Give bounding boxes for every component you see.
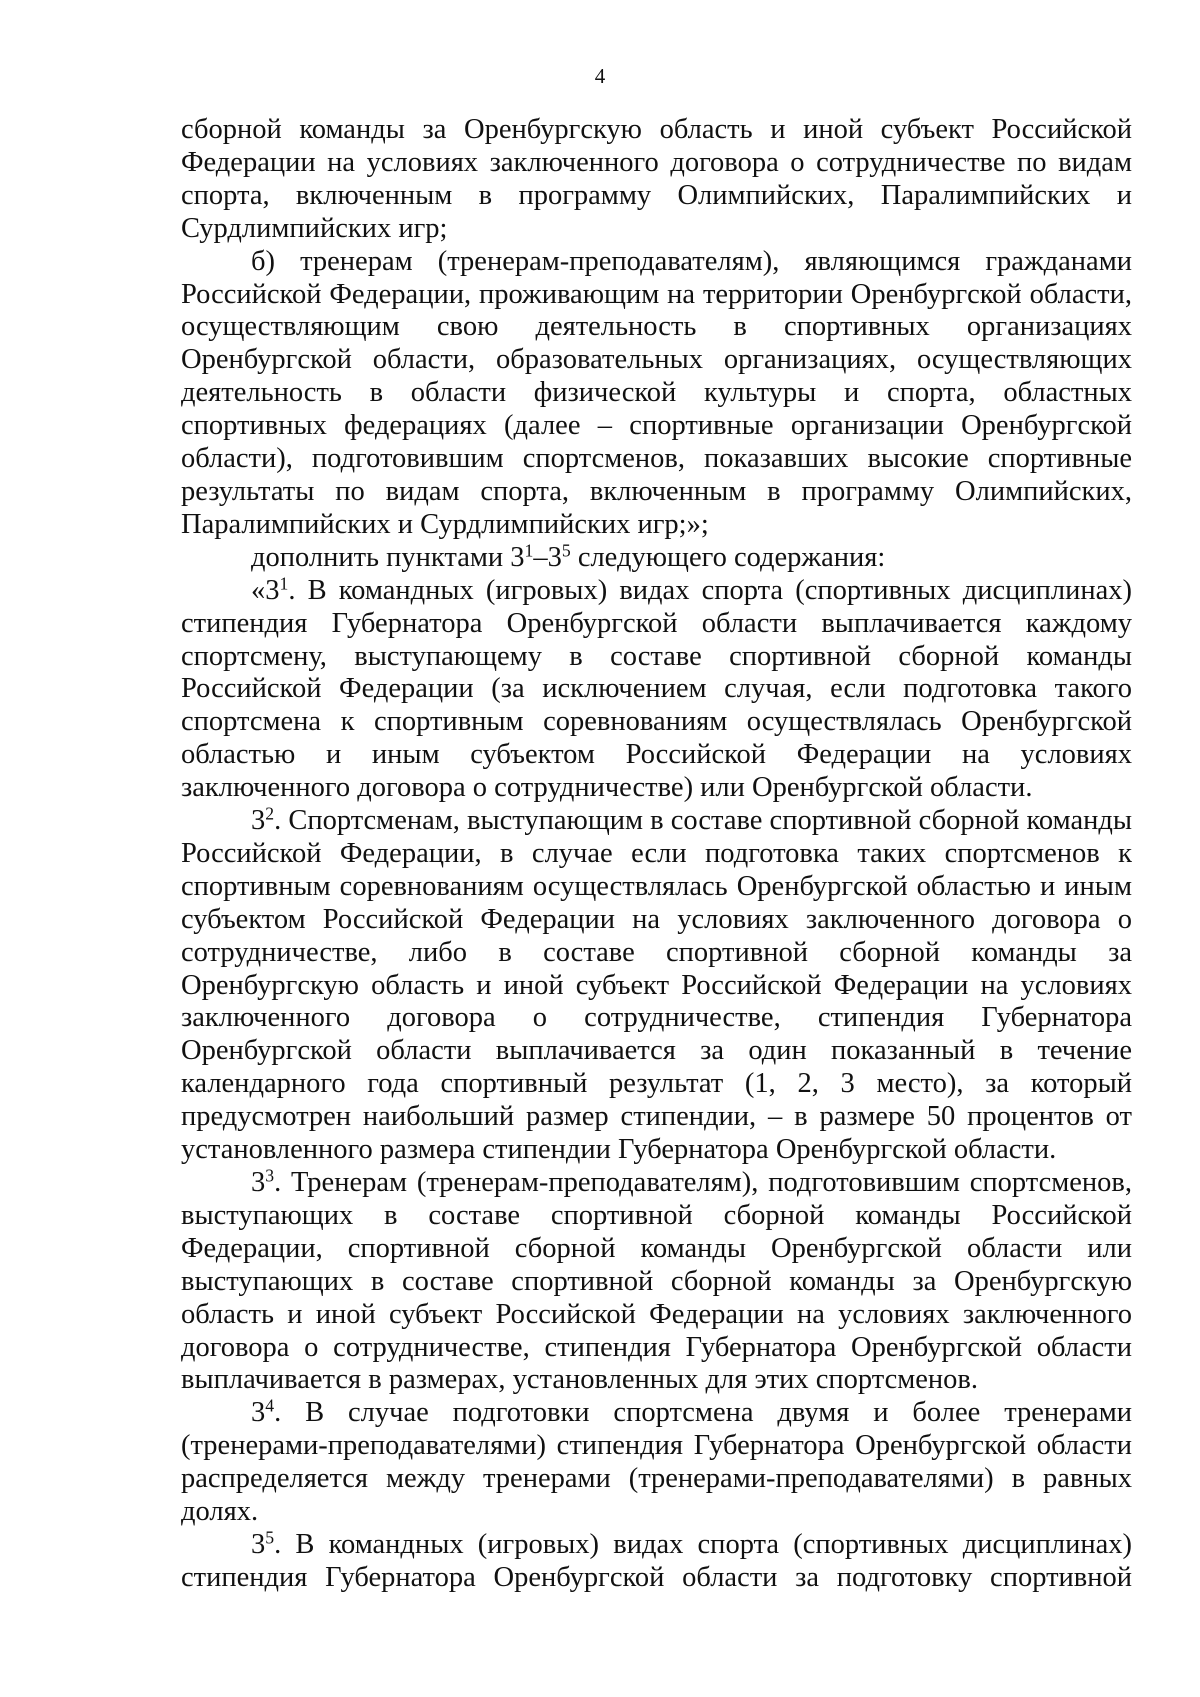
paragraph-point-3-2: $3^2$. Спортсменам, выступающим в составе спортивной сборной команды Российской Федерации, в случае если подготовка таких спортсменов к спортивным соревнованиям осуществлялась Оренбургской областью и иным субъектом Российской Федерации на условиях заключенного договора о сотрудничестве, либо в составе спортивной сборной команды за Оренбургскую область и иной субъект Российской Федерации на условиях заключенного договора о сотрудничестве, стипендия Губернатора Оренбургской области выплачивается за один показанный в течение календарного года спортивный результат (1, 2, 3 место), за который предусмотрен наибольший размер стипендии, – в размере 50 процентов от установленного размера стипендии Губернатора Оренбургской области. — [181, 803, 1132, 1166]
page-number: 4 — [594, 64, 606, 88]
paragraph-point-3-1: «$3^1$. В командных (игровых) видах спорта (спортивных дисциплинах) стипендия Губернатора Оренбургской области выплачивается каждому спортсмену, выступающему в составе спортивной сборной команды Российской Федерации (за исключением случая, если подготовка такого спортсмена к спортивным соревнованиям осуществлялась Оренбургской областью и иным субъектом Российской Федерации на условиях заключенного договора о сотрудничестве) или Оренбургской области. — [181, 572, 1132, 804]
document-body — [181, 114, 1132, 1595]
paragraph-point-3-3: $3^3$. Тренерам (тренерам-преподавателям), подготовившим спортсменов, выступающих в составе спортивной сборной команды Российской Федерации, спортивной сборной команды Оренбургской области или выступающих в составе спортивной сборной команды за Оренбургскую область и иной субъект Российской Федерации на условиях заключенного договора о сотрудничестве, стипендия Губернатора Оренбургской области выплачивается в размерах, установленных для этих спортсменов. — [181, 1165, 1132, 1396]
paragraph-item-b: б) тренерам (тренерам-преподавателям), являющимся гражданами Российской Федерации, проживающим на территории Оренбургской области, осуществляющим свою деятельность в спортивных организациях Оренбургской области, образовательных организациях, осуществляющих деятельность в области физической культуры и спорта, областных спортивных федерациях (далее – спортивные организации Оренбургской области), подготовившим спортсменов, показавших высокие спортивные результаты по видам спорта, включенным в программу Олимпийских, Паралимпийских и Сурдлимпийских игр;»; — [181, 245, 1132, 540]
paragraph-point-3-5: $3^5$. В командных (игровых) видах спорта (спортивных дисциплинах) стипендия Губернатора Оренбургской области за подготовку спортивной — [181, 1527, 1132, 1593]
paragraph-amendment-intro: дополнить пунктами $3^1-3^5$ следующего содержания: — [251, 540, 886, 573]
paragraph-point-3-4: $3^4$. В случае подготовки спортсмена двумя и более тренерами (тренерами-преподавателями) стипендия Губернатора Оренбургской области распределяется между тренерами (тренерами-преподавателями) в равных долях. — [181, 1395, 1132, 1528]
paragraph-continuation: сборной команды за Оренбургскую область и иной субъект Российской Федерации на условиях заключенного договора о сотрудничестве по видам спорта, включенным в программу Олимпийских, Паралимпийских и Сурдлимпийских игр; — [181, 114, 1132, 244]
